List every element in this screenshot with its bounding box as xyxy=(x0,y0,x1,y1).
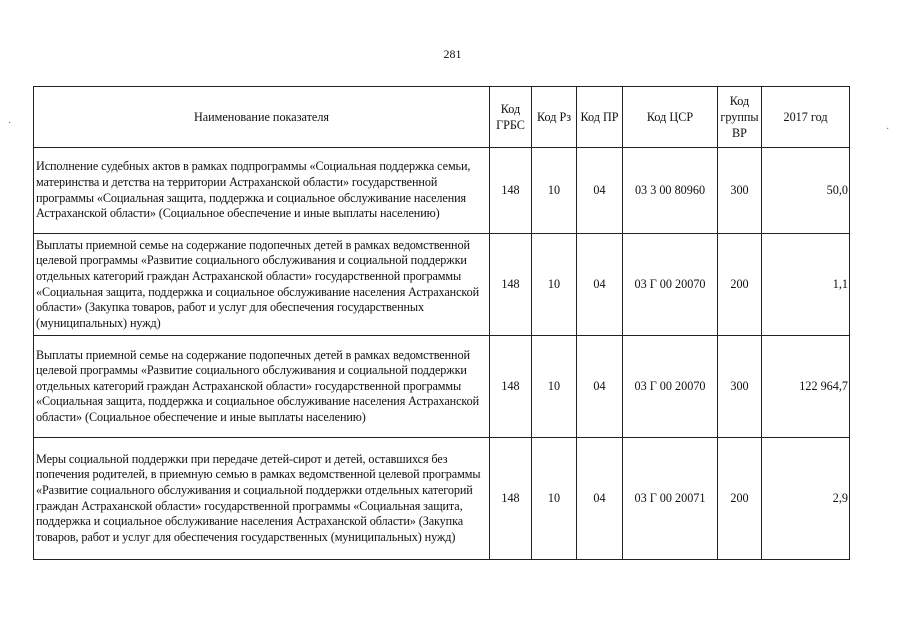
row-vr: 300 xyxy=(718,336,762,438)
table-row xyxy=(34,148,850,234)
row-rz: 10 xyxy=(532,336,577,438)
row-grbs: 148 xyxy=(490,438,532,560)
row-vr: 200 xyxy=(718,438,762,560)
row-rz: 10 xyxy=(532,148,577,234)
row-name: Меры социальной поддержки при передаче детей-сирот и детей, оставшихся без попечения родителей, в приемную семью в рамках ведомственной целевой программы «Развитие социального обслуживания и социальной поддержки отдельных категорий граждан Астраханской области» государственной программы «Социальная защита, поддержка и социальное обслуживание населения Астраханской области» (Закупка товаров, работ и услуг для обеспечения государственных (муниципальных) нужд) xyxy=(34,438,490,560)
row-amount: 122 964,7 xyxy=(762,336,850,438)
margin-mark-left: · xyxy=(8,118,12,129)
row-pr: 04 xyxy=(577,148,623,234)
table-row xyxy=(34,234,850,336)
header-rz: Код Рз xyxy=(532,87,577,148)
row-rz: 10 xyxy=(532,438,577,560)
page-number: 281 xyxy=(443,47,462,61)
header-vr: Код группы ВР xyxy=(718,87,762,148)
row-grbs: 148 xyxy=(490,148,532,234)
row-csr: 03 Г 00 20071 xyxy=(623,438,718,560)
row-pr: 04 xyxy=(577,234,623,336)
row-csr: 03 Г 00 20070 xyxy=(623,336,718,438)
header-pr: Код ПР xyxy=(577,87,623,148)
row-name: Исполнение судебных актов в рамках подпрограммы «Социальная поддержка семьи, материнства и детства на территории Астраханской области» государственной программы «Социальная защита, поддержка и социальное обслуживание населения Астраханской области» (Социальное обеспечение и иные выплаты населению) xyxy=(34,148,490,234)
row-vr: 300 xyxy=(718,148,762,234)
row-vr: 200 xyxy=(718,234,762,336)
table-row xyxy=(34,336,850,438)
header-csr: Код ЦСР xyxy=(623,87,718,148)
row-csr: 03 Г 00 20070 xyxy=(623,234,718,336)
row-amount: 2,9 xyxy=(762,438,850,560)
header-grbs: Код ГРБС xyxy=(490,87,532,148)
row-grbs: 148 xyxy=(490,234,532,336)
row-pr: 04 xyxy=(577,336,623,438)
table-row xyxy=(34,438,850,560)
row-pr: 04 xyxy=(577,438,623,560)
header-name: Наименование показателя xyxy=(34,87,490,148)
margin-mark-right: · xyxy=(886,124,890,135)
row-rz: 10 xyxy=(532,234,577,336)
row-name: Выплаты приемной семье на содержание подопечных детей в рамках ведомственной целевой программы «Развитие социального обслуживания и социальной поддержки отдельных категорий граждан Астраханской области» государственной программы «Социальная защита, поддержка и социальное обслуживание населения Астраханской области» (Закупка товаров, работ и услуг для обеспечения государственных (муниципальных) нужд) xyxy=(34,234,490,336)
header-year: 2017 год xyxy=(762,87,850,148)
row-amount: 50,0 xyxy=(762,148,850,234)
table-header-row xyxy=(34,87,850,148)
row-csr: 03 3 00 80960 xyxy=(623,148,718,234)
row-grbs: 148 xyxy=(490,336,532,438)
row-amount: 1,1 xyxy=(762,234,850,336)
row-name: Выплаты приемной семье на содержание подопечных детей в рамках ведомственной целевой программы «Развитие социального обслуживания и социальной поддержки отдельных категорий граждан Астраханской области» государственной программы «Социальная защита, поддержка и социальное обслуживание населения Астраханской области» (Социальное обеспечение и иные выплаты населению) xyxy=(34,336,490,438)
budget-table xyxy=(33,86,850,560)
